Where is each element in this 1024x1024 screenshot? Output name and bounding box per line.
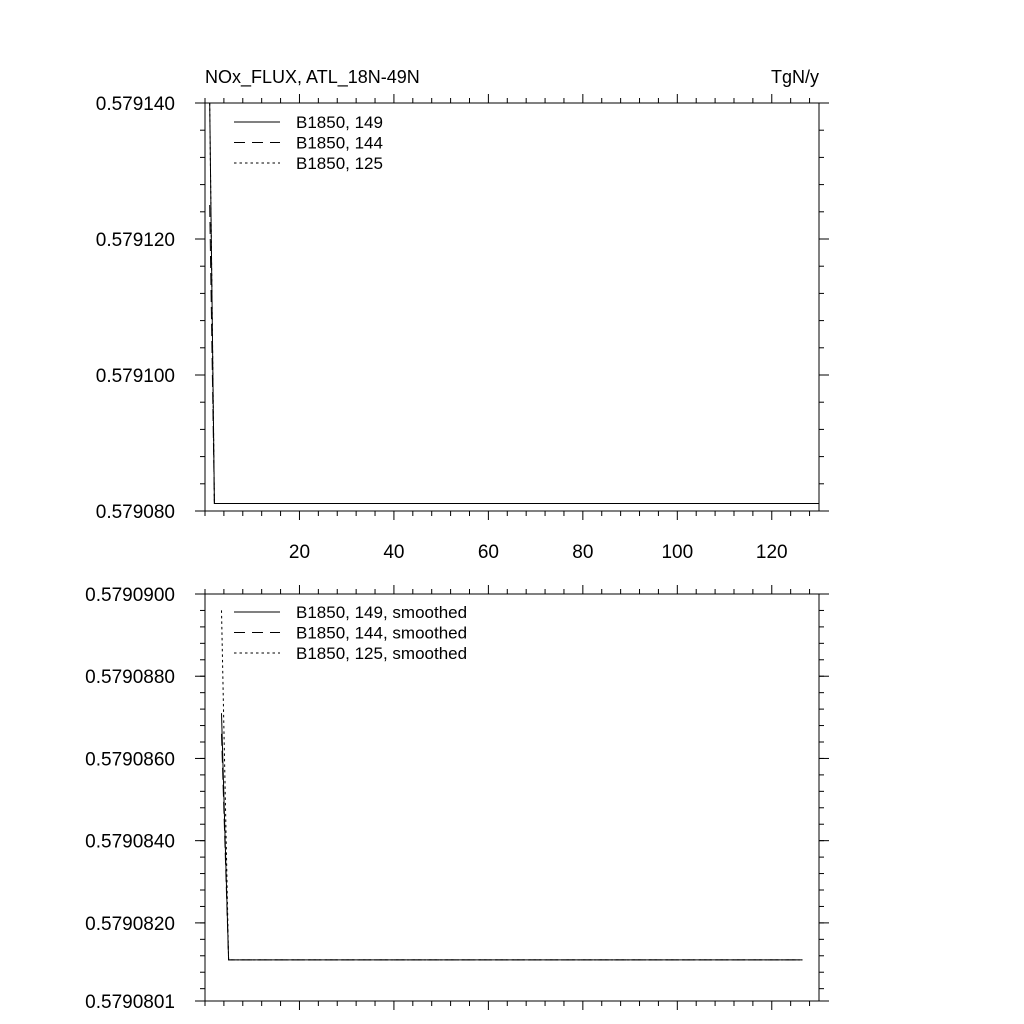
y-tick-label: 0.5790900 bbox=[85, 585, 175, 606]
x-tick-label: 100 bbox=[661, 542, 694, 563]
y-tick-label: 0.5790860 bbox=[85, 749, 175, 771]
x-tick-label: 80 bbox=[572, 542, 594, 563]
y-tick-label: 0.579120 bbox=[95, 230, 175, 251]
y-tick-label: 0.579140 bbox=[95, 94, 175, 115]
chart-title: NOx_FLUX, ATL_18N-49N bbox=[205, 67, 420, 87]
top-line-chart bbox=[96, 67, 829, 563]
series-line-dashed bbox=[222, 734, 803, 960]
legend-label: B1850, 144, smoothed bbox=[296, 623, 468, 643]
legend-label: B1850, 125, smoothed bbox=[296, 644, 468, 663]
legend-label: B1850, 144 bbox=[296, 133, 383, 153]
legend-label: B1850, 125 bbox=[296, 154, 383, 173]
series-line-solid bbox=[222, 713, 803, 960]
legend-label: B1850, 149 bbox=[296, 113, 383, 132]
series-line-dashed bbox=[210, 205, 819, 504]
y-tick-label: 0.5790820 bbox=[85, 913, 175, 935]
bottom-line-chart bbox=[85, 585, 829, 1013]
y-tick-label: 0.5790880 bbox=[85, 667, 175, 689]
y-tick-label: 0.579080 bbox=[95, 502, 175, 523]
y-tick-label: 0.579100 bbox=[95, 366, 175, 387]
x-tick-label: 20 bbox=[288, 542, 311, 563]
y-tick-label: 0.5790801 bbox=[85, 992, 175, 1013]
x-tick-label: 40 bbox=[383, 542, 405, 563]
x-tick-label: 60 bbox=[477, 542, 499, 563]
legend-label: B1850, 149, smoothed bbox=[296, 603, 468, 622]
x-tick-label: 120 bbox=[755, 542, 788, 563]
y-tick-label: 0.5790840 bbox=[85, 831, 175, 853]
units-label: TgN/y bbox=[770, 67, 819, 87]
